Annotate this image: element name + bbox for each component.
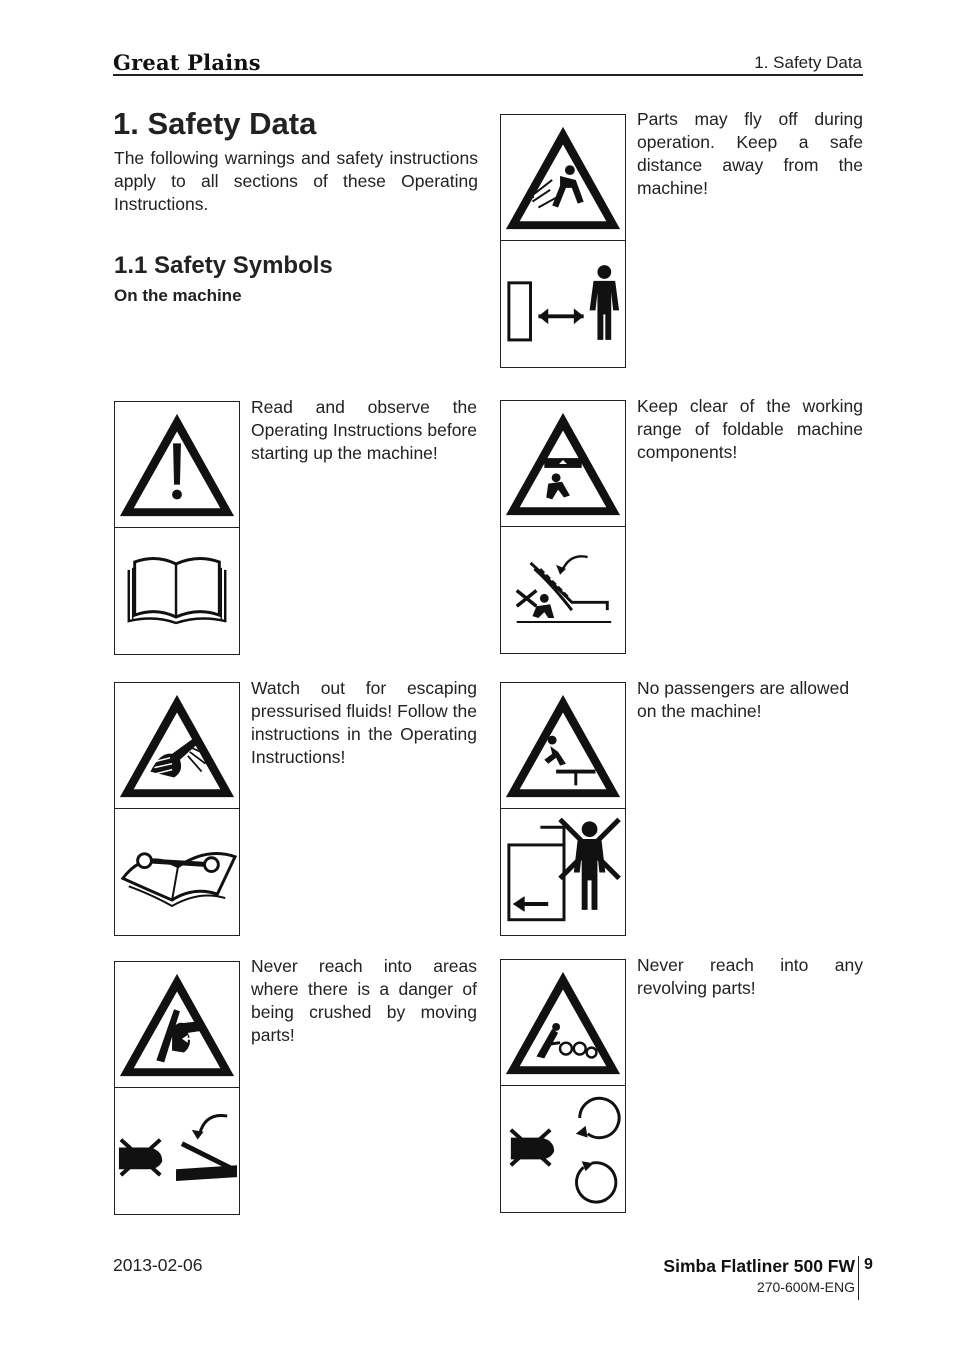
header-divider — [113, 74, 863, 76]
symbol-text-foldable-components: Keep clear of the working range of foldable machine components! — [637, 396, 863, 462]
instruction-book-icon — [115, 528, 239, 654]
intro-paragraph: The following warnings and safety instructions apply to all sections of these Operating Instructions. — [114, 148, 478, 214]
symbol-text-revolving-parts: Never reach into any revolving parts! — [637, 955, 863, 998]
keep-distance-icon — [501, 241, 625, 367]
warning-triangle-exclamation-icon — [115, 402, 239, 528]
header-section-title: 1. Safety Data — [754, 53, 862, 72]
warning-triangle-crushed-hand-icon — [115, 962, 239, 1088]
no-riding-icon — [501, 809, 625, 935]
footer-divider — [858, 1256, 859, 1300]
safety-symbol-crushing-danger — [114, 961, 240, 1215]
safety-symbol-flying-parts — [500, 114, 626, 368]
safety-symbol-read-instructions — [114, 401, 240, 655]
section-heading-safety-symbols: 1.1 Safety Symbols — [114, 252, 333, 279]
page-number: 9 — [864, 1256, 873, 1273]
crush-no-hands-icon — [115, 1088, 239, 1214]
safety-symbol-foldable-components — [500, 400, 626, 654]
manual-wrench-icon — [115, 809, 239, 935]
safety-symbol-no-passengers — [500, 682, 626, 936]
symbol-text-crushing-danger: Never reach into areas where there is a danger of being crushed by moving parts! — [251, 956, 477, 1045]
warning-triangle-flying-parts-icon — [501, 115, 625, 241]
symbol-text-pressurised-fluids: Watch out for escaping pressurised fluids! Follow the instructions in the Operating Instructions! — [251, 678, 477, 767]
brand-logo: Great Plains — [113, 50, 261, 75]
safety-symbol-pressurised-fluids — [114, 682, 240, 936]
symbol-text-no-passengers: No passengers are allowed on the machine! — [637, 678, 850, 721]
safety-symbol-revolving-parts — [500, 959, 626, 1213]
page-title: 1. Safety Data — [113, 106, 317, 141]
warning-triangle-falling-load-icon — [501, 401, 625, 527]
subsection-heading-on-machine: On the machine — [114, 286, 242, 305]
warning-triangle-entanglement-icon — [501, 960, 625, 1086]
symbol-text-read-instructions: Read and observe the Operating Instructions before starting up the machine! — [251, 397, 477, 463]
footer-product-name: Simba Flatliner 500 FW — [663, 1256, 855, 1276]
rotating-parts-no-hands-icon — [501, 1086, 625, 1212]
folding-arm-icon — [501, 527, 625, 653]
warning-triangle-falling-person-icon — [501, 683, 625, 809]
footer-date: 2013-02-06 — [113, 1255, 203, 1275]
footer-document-number: 270-600M-ENG — [756, 1279, 855, 1295]
symbol-text-flying-parts: Parts may fly off during operation. Keep a safe distance away from the machine! — [637, 109, 863, 198]
warning-triangle-fluid-jet-icon — [115, 683, 239, 809]
